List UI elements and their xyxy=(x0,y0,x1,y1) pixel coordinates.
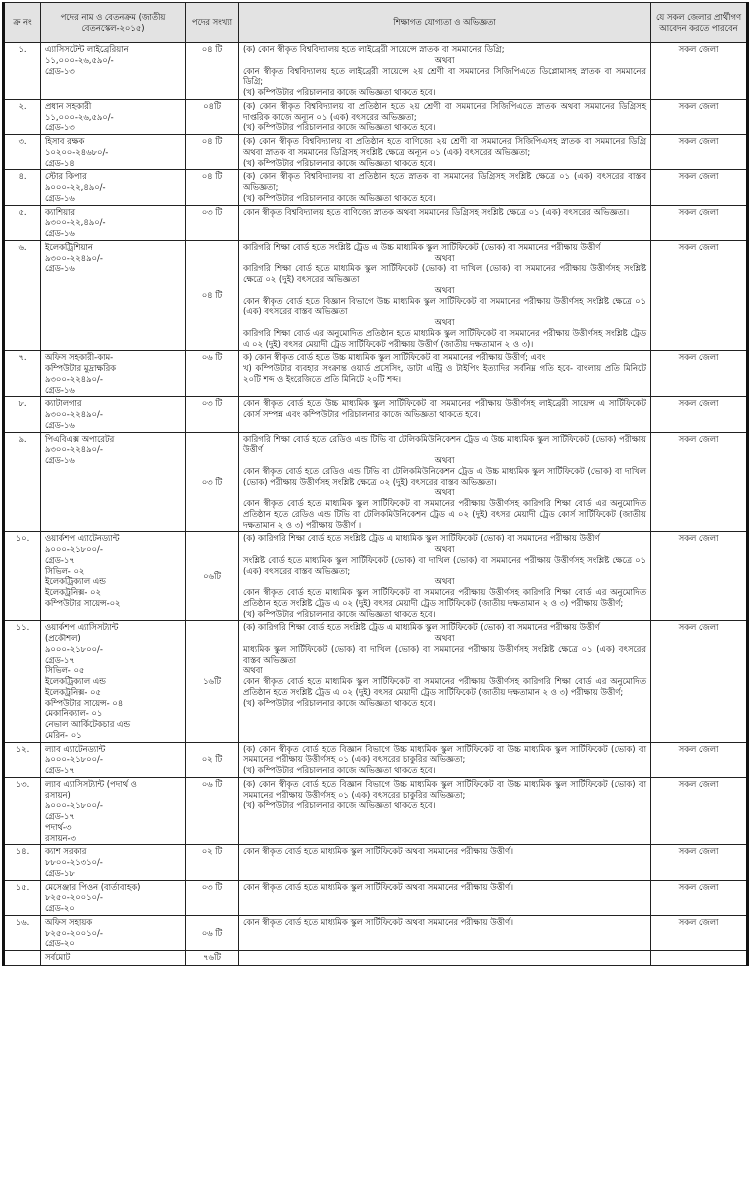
row-post-count: ০৩ টি xyxy=(186,397,239,432)
qualification-or-separator: অথবা xyxy=(434,544,455,554)
row-qualification xyxy=(239,880,651,915)
row-eligible-districts: সকল জেলা xyxy=(651,397,748,432)
post-detail-line: ৯০০০-২১৮০০/- xyxy=(45,544,103,554)
post-title: এ্যাসিসটেন্ট লাইব্রেরিয়ান xyxy=(45,44,129,54)
row-serial: ৫. xyxy=(4,205,41,240)
qualification-line: মাধ্যমিক স্কুল সার্টিফিকেট (ভোক) বা দাখিল (ভোক) বা সমমানের পরীক্ষায় উত্তীর্ণসহ সংশ্লিষ্ট ক্ষেত্রে ০১ (এক) বৎসরের বাস্তব অভিজ্ঞতা xyxy=(243,643,646,665)
row-serial: ১৪. xyxy=(4,845,41,880)
row-post-count: ০৪টি xyxy=(186,99,239,134)
row-post-name xyxy=(41,621,186,742)
row-post-count: ০৬ টি xyxy=(186,351,239,397)
qualification-line: কোন স্বীকৃত বোর্ড হতে মাধ্যমিক স্কুল সার্টিফিকেট অথবা সমমানের পরীক্ষায় উত্তীর্ণ। xyxy=(243,916,514,927)
post-detail-line: কম্পিউটার সায়েন্স- ০৪ xyxy=(45,697,124,708)
row-eligible-districts: সকল জেলা xyxy=(651,135,748,170)
qualification-line: (খ) কম্পিউটার পরিচালনার কাজে অভিজ্ঞতা থাকতে হবে। xyxy=(243,608,436,619)
qualification-line: (ক) কোন স্বীকৃত বিশ্ববিদ্যালয় বা প্রতিষ্ঠান হতে ২য় শ্রেণী বা সমমানের সিজিপিএতে স্নাতক অথবা সমমানের ডিগ্রিসহ দাপ্তরিক কাজে অন্যূন ০১ (এক) বৎসরের অভিজ্ঞতা; xyxy=(243,100,646,122)
row-post-count: ০৪ টি xyxy=(186,170,239,205)
row-serial: ৯. xyxy=(4,432,41,532)
row-post-name xyxy=(41,99,186,134)
row-post-count: ০৬ টি xyxy=(186,915,239,950)
post-detail-line: মেরিন- ০১ xyxy=(45,729,82,740)
qualification-line: কোন স্বীকৃত বোর্ড হতে বিজ্ঞান বিভাগে উচ্চ মাধ্যমিক স্কুল সার্টিফিকেট বা সমমানের পরীক্ষায় উত্তীর্ণসহ সংশ্লিষ্ট ক্ষেত্রে ০১ (এক) বৎসরের বাস্তব অভিজ্ঞতা xyxy=(243,295,646,317)
table-row xyxy=(4,205,748,240)
row-post-name xyxy=(41,205,186,240)
total-count: ৭৬টি xyxy=(186,951,239,966)
row-post-count: ০২ টি xyxy=(186,742,239,777)
qualification-line: কোন স্বীকৃত বোর্ড হতে মাধ্যমিক স্কুল সার্টিফিকেট বা সমমানের পরীক্ষায় উত্তীর্ণসহ কারিগরি শিক্ষা বোর্ড এর অনুমোদিত প্রতিষ্ঠান হতে সংশ্লিষ্ট ট্রেড এ ০২ (দুই) বৎসর মেয়াদী ট্রেড সার্টিফিকেট (জাতীয় দক্ষতামান ২ ও ৩) পরীক্ষায় উত্তীর্ণ; xyxy=(243,587,646,608)
table-row xyxy=(4,432,748,532)
qualification-or-separator: অথবা xyxy=(434,576,455,587)
row-post-name xyxy=(41,532,186,621)
row-serial: ৩. xyxy=(4,135,41,170)
row-qualification xyxy=(239,43,651,100)
qualification-line: (খ) কম্পিউটার পরিচালনার কাজে অভিজ্ঞতা থাকতে হবে। xyxy=(243,800,436,811)
post-detail-line: ৮২৫০-২০০১০/- xyxy=(45,892,103,903)
total-label: সর্বমোট xyxy=(41,951,186,966)
post-detail-line: ৯৩০০-২২৪৯০/- xyxy=(45,373,103,384)
post-detail-line: (প্রকৌশল) xyxy=(45,633,81,643)
post-detail-line: সিভিল- ০৫ xyxy=(45,665,85,676)
post-detail-line: গ্রেড-১৭ xyxy=(45,654,75,665)
post-detail-line: রসায়ন) xyxy=(45,789,71,800)
qualification-line: (খ) কম্পিউটার পরিচালনার কাজে অভিজ্ঞতা থাকতে হবে। xyxy=(243,765,436,775)
post-detail-line: ইলেকট্রিক্যাল এন্ড xyxy=(45,576,106,587)
row-qualification xyxy=(239,777,651,845)
qualification-line: কারিগরি শিক্ষা বোর্ড হতে মাধ্যমিক স্কুল সার্টিফিকেট (ভোক) বা দাখিল (ভোক) বা সমমানের পরীক্ষায় উত্তীর্ণসহ সংশ্লিষ্ট ক্ষেত্রে ০২ (দুই) বৎসরের অভিজ্ঞতা xyxy=(243,263,646,284)
post-detail-line: ৯০০০-২১৮০০/- xyxy=(45,643,103,654)
post-title: ল্যাব এ্যাসিসট্যান্ট (পদার্থ ও xyxy=(45,778,137,789)
qualification-line: (ক) কোন স্বীকৃত বোর্ড হতে বিজ্ঞান বিভাগে উচ্চ মাধ্যমিক স্কুল সার্টিফিকেট বা উচ্চ মাধ্যমিক স্কুল সার্টিফিকেট (ভোক) বা সমমানের পরীক্ষায় উত্তীর্ণসহ ০১ (এক) বৎসরের চাকুরির অভিজ্ঞতা; xyxy=(243,743,646,765)
qualification-line: (ক) কারিগরি শিক্ষা বোর্ড হতে সংশ্লিষ্ট ট্রেড এ মাধ্যমিক স্কুল সার্টিফিকেট (ভোক) বা সমমানের পরীক্ষায় উত্তীর্ণ xyxy=(243,622,600,633)
row-post-count: ০২ টি xyxy=(186,845,239,880)
row-serial: ৬. xyxy=(4,240,41,351)
qualification-line: (খ) কম্পিউটার পরিচালনার কাজে অভিজ্ঞতা থাকতে হবে। xyxy=(243,192,436,203)
qualification-line: (ক) কোন স্বীকৃত বোর্ড হতে বিজ্ঞান বিভাগে উচ্চ মাধ্যমিক স্কুল সার্টিফিকেট বা উচ্চ মাধ্যমিক স্কুল সার্টিফিকেট (ভোক) বা সমমানের পরীক্ষায় উত্তীর্ণসহ ০১ (এক) বৎসরের চাকুরির অভিজ্ঞতা; xyxy=(243,778,646,800)
qualification-line: কোন স্বীকৃত বোর্ড হতে মাধ্যমিক স্কুল সার্টিফিকেট বা সমমানের পরীক্ষায় উত্তীর্ণসহ কারিগরি শিক্ষা বোর্ড এর অনুমোদিত প্রতিষ্ঠান হতে রেডিও এন্ড টিভি বা টেলিকমিউনিকেশন ট্রেড এ ০২ (দুই) বৎসর মেয়াদী ট্রেড কোর্স সার্টিফিকেট (জাতীয় দক্ষতামান ২ ও ৩) পরীক্ষায় উত্তীর্ণ । xyxy=(243,498,646,530)
post-detail-line: গ্রেড-১৩ xyxy=(45,122,75,133)
row-eligible-districts: সকল জেলা xyxy=(651,170,748,205)
qualification-line: কারিগরি শিক্ষা বোর্ড হতে সংশ্লিষ্ট ট্রেড এ উচ্চ মাধ্যমিক স্কুল সার্টিফিকেট (ভোক) বা সমমানের পরীক্ষায় উত্তীর্ণ xyxy=(243,241,601,252)
row-post-name xyxy=(41,43,186,100)
post-detail-line: ৮২৫০-২০০১০/- xyxy=(45,927,103,938)
row-post-name xyxy=(41,777,186,845)
post-title: অফিস সহকারী-কাম- xyxy=(45,352,114,363)
total-district-cell xyxy=(651,951,748,966)
table-row xyxy=(4,532,748,621)
row-qualification xyxy=(239,432,651,532)
post-detail-line: রসায়ন-৩ xyxy=(45,832,76,843)
post-detail-line: মেকানিক্যাল- ০১ xyxy=(45,708,103,719)
post-detail-line: পদার্থ-৩ xyxy=(45,821,72,832)
qualification-or-separator: অথবা xyxy=(434,487,455,498)
header-post-count: পদের সংখ্যা xyxy=(186,3,239,43)
header-districts: যে সকল জেলার প্রার্থীগণ আবেদন করতে পারবেন xyxy=(651,3,748,43)
row-serial: ১২. xyxy=(4,742,41,777)
row-eligible-districts: সকল জেলা xyxy=(651,99,748,134)
post-detail-line: ৯০০০-২২,৪৯০/- xyxy=(45,182,106,192)
total-row xyxy=(4,951,748,966)
row-post-name xyxy=(41,915,186,950)
post-detail-line: গ্রেড-১৩ xyxy=(45,65,75,76)
row-post-count: ০৬টি xyxy=(186,532,239,621)
post-detail-line: গ্রেড-১৬ xyxy=(45,455,75,465)
row-post-count: ০৩ টি xyxy=(186,432,239,532)
header-serial: ক্র নং xyxy=(4,3,41,43)
row-post-count: ০৪ টি xyxy=(186,240,239,351)
post-detail-line: গ্রেড-১৬ xyxy=(45,263,75,274)
row-eligible-districts: সকল জেলা xyxy=(651,432,748,532)
row-post-count: ০৩ টি xyxy=(186,205,239,240)
row-post-count: ০৪ টি xyxy=(186,43,239,100)
row-post-count: ০৬ টি xyxy=(186,777,239,845)
qualification-line: কারিগরি শিক্ষা বোর্ড হতে রেডিও এন্ড টিভি বা টেলিকমিউনিকেশন ট্রেড এ উচ্চ মাধ্যমিক স্কুল সার্টিফিকেট (ভোক) পরীক্ষায় উত্তীর্ণ xyxy=(243,433,646,455)
table-row xyxy=(4,845,748,880)
row-serial: ১৫. xyxy=(4,880,41,915)
qualification-line: (খ) কম্পিউটার পরিচালনার কাজে অভিজ্ঞতা থাকতে হবে। xyxy=(243,697,436,708)
post-detail-line: গ্রেড-২০ xyxy=(45,903,75,913)
row-eligible-districts: সকল জেলা xyxy=(651,880,748,915)
row-post-name xyxy=(41,170,186,205)
post-detail-line: ১১,০০০-২৬,৫৯০/- xyxy=(45,111,114,122)
header-qualification: শিক্ষাগত যোগ্যতা ও অভিজ্ঞতা xyxy=(239,3,651,43)
post-detail-line: গ্রেড-১৬ xyxy=(45,419,75,430)
row-post-count: ০৪ টি xyxy=(186,135,239,170)
post-detail-line: গ্রেড-১৭ xyxy=(45,765,75,775)
row-serial: ১১. xyxy=(4,621,41,742)
total-qual-cell xyxy=(239,951,651,966)
table-row xyxy=(4,170,748,205)
table-row xyxy=(4,777,748,845)
qualification-line: কারিগরি শিক্ষা বোর্ড এর অনুমোদিত প্রতিষ্ঠান হতে মাধ্যমিক স্কুল সার্টিফিকেট বা সমমানের পরীক্ষায় উত্তীর্ণসহ সংশ্লিষ্ট ট্রেড এ ০২ (দুই) বৎসর মেয়াদী ট্রেড সার্টিফিকেট পরীক্ষায় উত্তীর্ণ (জাতীয় দক্ষতামান ২ ও ৩)। xyxy=(243,327,646,349)
post-detail-line: গ্রেড-১৬ xyxy=(45,192,75,203)
row-eligible-districts: সকল জেলা xyxy=(651,845,748,880)
row-serial: ৪. xyxy=(4,170,41,205)
table-body xyxy=(4,43,748,951)
qualification-line: ক) কোন স্বীকৃত বোর্ড হতে উচ্চ মাধ্যমিক স্কুল সার্টিফিকেট বা সমমানের পরীক্ষায় উত্তীর্ণ; এবং xyxy=(243,352,546,363)
qualification-line: (ক) কোন স্বীকৃত বিশ্ববিদ্যালয় হতে লাইব্রেরী সায়েন্সে স্নাতক বা সমমানের ডিগ্রি; xyxy=(243,44,505,54)
post-detail-line: গ্রেড-১৪ xyxy=(45,157,75,168)
qualification-or-separator: অথবা xyxy=(434,633,455,643)
post-detail-line: গ্রেড-১৬ xyxy=(45,228,75,238)
qualification-line: কোন স্বীকৃত বোর্ড হতে রেডিও এন্ড টিভি বা টেলিকমিউনিকেশন ট্রেড এ উচ্চ মাধ্যমিক স্কুল সার্টিফিকেট (ভোক) বা দাখিল (ভোক) পরীক্ষায় উত্তীর্ণসহ সংশ্লিষ্ট ক্ষেত্রে ০২ (দুই) বৎসরের বাস্তব অভিজ্ঞতা। xyxy=(243,465,646,487)
row-qualification xyxy=(239,135,651,170)
qualification-line: কোন স্বীকৃত বোর্ড হতে মাধ্যমিক স্কুল সার্টিফিকেট অথবা সমমানের পরীক্ষায় উত্তীর্ণ। xyxy=(243,881,514,892)
row-qualification xyxy=(239,170,651,205)
post-detail-line: গ্রেড-১৬ xyxy=(45,384,75,395)
post-title: ক্যাশিয়ার xyxy=(45,206,76,217)
row-post-count: ০৩ টি xyxy=(186,880,239,915)
row-eligible-districts: সকল জেলা xyxy=(651,240,748,351)
row-eligible-districts: সকল জেলা xyxy=(651,351,748,397)
qualification-line: (ক) কারিগরি শিক্ষা বোর্ড হতে সংশ্লিষ্ট ট্রেড এ মাধ্যমিক স্কুল সার্টিফিকেট (ভোক) বা সমমানের পরীক্ষায় উত্তীর্ণ xyxy=(243,533,600,544)
row-post-name xyxy=(41,880,186,915)
total-serial-cell xyxy=(4,951,41,966)
qualification-or-separator: অথবা xyxy=(434,284,455,295)
post-title: হিসাব রক্ষক xyxy=(45,136,85,146)
row-post-name xyxy=(41,397,186,432)
row-post-name xyxy=(41,742,186,777)
table-row xyxy=(4,397,748,432)
row-qualification xyxy=(239,845,651,880)
post-detail-line: গ্রেড-২০ xyxy=(45,938,75,949)
row-serial: ১. xyxy=(4,43,41,100)
post-detail-line: গ্রেড-১৮ xyxy=(45,867,75,878)
qualification-line: (খ) কম্পিউটার পরিচালনার কাজে অভিজ্ঞতা থাকতে হবে। xyxy=(243,122,436,133)
row-qualification xyxy=(239,99,651,134)
post-title: পিএবিএক্স অপারেটর xyxy=(45,433,115,444)
post-title: ওয়ার্কশপ এ্যাটেনড্যান্ট xyxy=(45,533,120,544)
row-post-name xyxy=(41,845,186,880)
row-serial: ১০. xyxy=(4,532,41,621)
row-eligible-districts: সকল জেলা xyxy=(651,532,748,621)
post-title: স্টোর কিপার xyxy=(45,171,87,182)
row-post-count: ১৬টি xyxy=(186,621,239,742)
row-serial: ১৬. xyxy=(4,915,41,950)
post-detail-line: নেভাল আর্কিটেকচার এন্ড xyxy=(45,719,131,729)
row-serial: ২. xyxy=(4,99,41,134)
table-row xyxy=(4,99,748,134)
job-vacancy-table xyxy=(2,2,749,966)
row-post-name xyxy=(41,135,186,170)
post-detail-line: ১০২০০-২৪৬৮০/- xyxy=(45,146,109,157)
post-title: ইলেকট্রিশিয়ান xyxy=(45,241,93,252)
row-eligible-districts: সকল জেলা xyxy=(651,43,748,100)
table-header-row xyxy=(4,3,748,43)
post-detail-line: কম্পিউটার সায়েন্স-০২ xyxy=(45,597,121,608)
qualification-or-separator: অথবা xyxy=(434,252,455,263)
post-detail-line: ইলেকট্রনিক্স- ০৫ xyxy=(45,686,101,697)
post-title: ক্যাশ সরকার xyxy=(45,846,87,857)
row-eligible-districts: সকল জেলা xyxy=(651,777,748,845)
row-serial: ৭. xyxy=(4,351,41,397)
table-row xyxy=(4,915,748,950)
post-title: প্রধান সহকারী xyxy=(45,100,92,111)
post-detail-line: কম্পিউটার মুদ্রাক্ষরিক xyxy=(45,363,117,373)
row-serial: ১৩. xyxy=(4,777,41,845)
qualification-line: (খ) কম্পিউটার পরিচালনার কাজে অভিজ্ঞতা থাকতে হবে। xyxy=(243,87,436,97)
row-eligible-districts: সকল জেলা xyxy=(651,205,748,240)
table-row xyxy=(4,742,748,777)
post-detail-line: ইলেকট্রিক্যাল এন্ড xyxy=(45,676,106,686)
post-detail-line: ইলেকট্রনিক্স- ০২ xyxy=(45,587,101,597)
row-qualification xyxy=(239,351,651,397)
row-qualification xyxy=(239,397,651,432)
row-qualification xyxy=(239,205,651,240)
qualification-line: কোন স্বীকৃত বোর্ড হতে মাধ্যমিক স্কুল সার্টিফিকেট অথবা সমমানের পরীক্ষায় উত্তীর্ণ। xyxy=(243,846,514,857)
post-title: অফিস সহায়ক xyxy=(45,916,93,927)
header-post-name: পদের নাম ও বেতনক্রম (জাতীয় বেতনস্কেল-২০১৫) xyxy=(41,3,186,43)
row-qualification xyxy=(239,915,651,950)
post-detail-line: ৮৮০০-২১৩১০/- xyxy=(45,857,103,867)
post-title: ওয়ার্কশপ এ্যাসিসট্যান্ট xyxy=(45,622,119,633)
row-qualification xyxy=(239,532,651,621)
qualification-line: অথবা xyxy=(243,665,263,676)
qualification-line: (ক) কোন স্বীকৃত বিশ্ববিদ্যালয় বা প্রতিষ্ঠান হতে স্নাতক বা সমমানের ডিগ্রিসহ সংশ্লিষ্ট ক্ষেত্রে ০১ (এক) বৎসরের বাস্তব অভিজ্ঞতা; xyxy=(243,171,646,192)
post-detail-line: ৯৩০০-২২৪৯০/- xyxy=(45,409,103,419)
row-qualification xyxy=(239,621,651,742)
post-title: ক্যাটালগার xyxy=(45,398,82,409)
post-detail-line: ৯৩০০-২২৪৯০/- xyxy=(45,252,103,263)
table-row xyxy=(4,43,748,100)
table-row xyxy=(4,240,748,351)
qualification-line: কোন স্বীকৃত বিশ্ববিদ্যালয় হতে লাইব্রেরী সায়েন্সে ২য় শ্রেণী বা সমমানের সিজিপিএতে ডিপ্লোমাসহ স্নাতক বা সমমানের ডিগ্রি; xyxy=(243,65,646,87)
post-detail-line: গ্রেড-১৭ xyxy=(45,554,75,565)
qualification-line: সংশ্লিষ্ট বোর্ড হতে মাধ্যমিক স্কুল সার্টিফিকেট (ভোক) বা দাখিল (ভোক) বা সমমানের পরীক্ষায় উত্তীর্ণসহ সংশ্লিষ্ট ক্ষেত্রে ০১ (এক) বৎসরের বাস্তব অভিজ্ঞতা; xyxy=(243,554,646,576)
table-row xyxy=(4,351,748,397)
post-detail-line: গ্রেড-১৭ xyxy=(45,811,75,821)
post-detail-line: ৯৩০০-২২৪৯০/- xyxy=(45,444,103,455)
qualification-line: কোন স্বীকৃত বোর্ড হতে মাধ্যমিক স্কুল সার্টিফিকেট বা সমমানের পরীক্ষায় উত্তীর্ণসহ কারিগরি শিক্ষা বোর্ড এর অনুমোদিত প্রতিষ্ঠান হতে সংশ্লিষ্ট ট্রেড এ ০২ (দুই) বৎসর মেয়াদী ট্রেড সার্টিফিকেট (জাতীয় দক্ষতামান ২ ও ৩) পরীক্ষায় উত্তীর্ণ; xyxy=(243,676,646,697)
qualification-or-separator: অথবা xyxy=(434,54,455,65)
post-title: মেসেঞ্জার পিওন (বার্তাবাহক) xyxy=(45,881,141,892)
row-post-name xyxy=(41,432,186,532)
row-post-name xyxy=(41,351,186,397)
qualification-line: কোন স্বীকৃত বিশ্ববিদ্যালয় হতে বাণিজ্যে স্নাতক অথবা সমমানের ডিগ্রিসহ সংশ্লিষ্ট ক্ষেত্রে ০১ (এক) বৎসরের অভিজ্ঞতা। xyxy=(243,206,630,217)
qualification-or-separator: অথবা xyxy=(434,455,455,465)
post-detail-line: ১১,০০০-২৬,৫৯০/- xyxy=(45,54,114,65)
qualification-line: (খ) কম্পিউটার পরিচালনার কাজে অভিজ্ঞতা থাকতে হবে। xyxy=(243,157,436,168)
table-row xyxy=(4,880,748,915)
row-eligible-districts: সকল জেলা xyxy=(651,742,748,777)
post-detail-line: ৯৩০০-২২,৪৯০/- xyxy=(45,217,106,228)
qualification-line: কোন স্বীকৃত বোর্ড হতে উচ্চ মাধ্যমিক স্কুল সার্টিফিকেট বা সমমানের পরীক্ষায় উত্তীর্ণসহ লাইব্রেরী সায়েন্স এ সার্টিফিকেট কোর্স সম্পন্ন এবং কম্পিউটার পরিচালনার কাজে অভিজ্ঞতা থাকতে হবে। xyxy=(243,398,646,419)
row-qualification xyxy=(239,240,651,351)
qualification-or-separator: অথবা xyxy=(434,317,455,327)
qualification-line: খ) কম্পিউটার ব্যবহার সংক্রান্ত ওয়ার্ড প্রসেসিং, ডাটা এন্ট্রি ও টাইপিং ইত্যাদির সর্বনিম্ন গতি হবে- বাংলায় প্রতি মিনিটে ২০টি শব্দ ও ইংরেজিতে প্রতি মিনিটে ২০টি শব্দ। xyxy=(243,363,646,384)
post-detail-line: সিভিল- ০২ xyxy=(45,565,85,576)
post-detail-line: ৯০০০-২১৮০০/- xyxy=(45,754,103,765)
table-row xyxy=(4,621,748,742)
row-eligible-districts: সকল জেলা xyxy=(651,915,748,950)
post-detail-line: ৯০০০-২১৮০০/- xyxy=(45,800,103,811)
post-title: ল্যাব এ্যাটেনড্যান্ট xyxy=(45,743,106,754)
row-qualification xyxy=(239,742,651,777)
qualification-line: (ক) কোন স্বীকৃত বিশ্ববিদ্যালয় বা প্রতিষ্ঠান হতে বাণিজ্যে ২য় শ্রেণী বা সমমানের সিজিপিএসহ স্নাতক বা সমমানের ডিগ্রি অথবা স্নাতক বা সমমানের ডিগ্রিসহ সংশ্লিষ্ট ক্ষেত্রে অন্যূন ০১ (এক) বৎসরের অভিজ্ঞতা; xyxy=(243,136,646,157)
row-post-name xyxy=(41,240,186,351)
row-eligible-districts: সকল জেলা xyxy=(651,621,748,742)
table-row xyxy=(4,135,748,170)
row-serial: ৮. xyxy=(4,397,41,432)
